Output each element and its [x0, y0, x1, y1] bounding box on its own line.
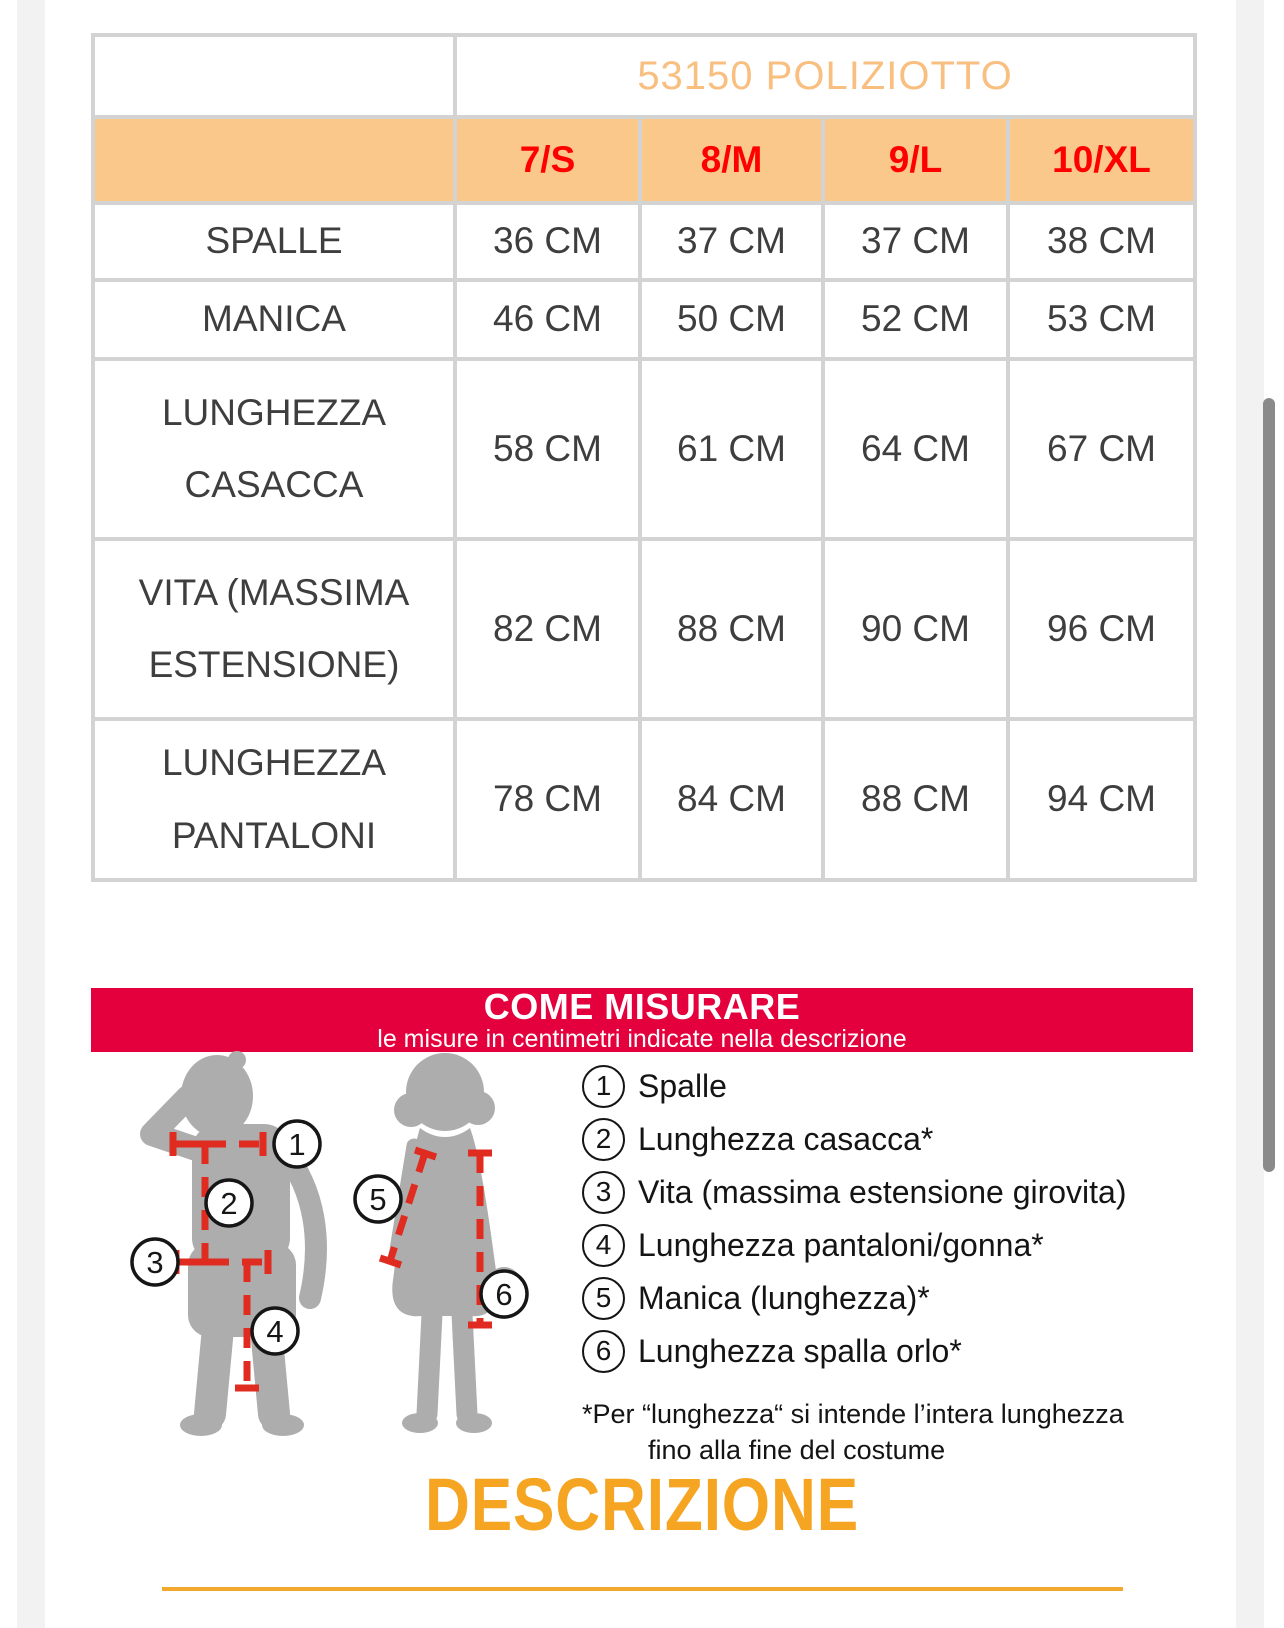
description-underline: [162, 1587, 1123, 1591]
list-item: [582, 1117, 1172, 1161]
scrollbar-thumb[interactable]: [1263, 398, 1275, 1172]
table-row: [93, 35, 1195, 117]
list-item: [582, 1064, 1172, 1108]
circled-number-icon: 4: [582, 1224, 625, 1267]
row-label: LUNGHEZZA CASACCA: [93, 359, 455, 539]
table-row: [93, 359, 1195, 539]
legend-label: Lunghezza casacca*: [638, 1120, 934, 1157]
cell-value: 78 CM: [455, 719, 640, 880]
cell-value: 37 CM: [823, 203, 1008, 280]
circled-number-icon: 6: [582, 1330, 625, 1373]
marker-number-3: 3: [146, 1245, 164, 1280]
cell-value: 94 CM: [1008, 719, 1195, 880]
cell-value: 38 CM: [1008, 203, 1195, 280]
legend-label: Spalle: [638, 1067, 727, 1104]
cell-value: 37 CM: [640, 203, 823, 280]
empty-header-cell: [93, 35, 455, 117]
banner-title: COME MISURARE: [483, 985, 801, 1027]
marker-number-6: 6: [495, 1277, 513, 1312]
marker-number-4: 4: [266, 1314, 284, 1349]
banner-subtitle: le misure in centimetri indicate nella descrizione: [377, 1024, 907, 1053]
list-item: [582, 1276, 1172, 1320]
footnote-line-1: *Per “lunghezza“ si intende l’intera lunghezza: [582, 1399, 1124, 1429]
size-header-7s: 7/S: [455, 117, 640, 203]
list-item: [582, 1223, 1172, 1267]
cell-value: 84 CM: [640, 719, 823, 880]
cell-value: 88 CM: [823, 719, 1008, 880]
product-code-header: 53150 POLIZIOTTO: [455, 35, 1195, 117]
row-label: VITA (MASSIMA ESTENSIONE): [93, 539, 455, 719]
cell-value: 52 CM: [823, 280, 1008, 359]
table-row: [93, 719, 1195, 880]
row-label: LUNGHEZZA PANTALONI: [93, 719, 455, 880]
table-row: [93, 280, 1195, 359]
description-heading: DESCRIZIONE: [424, 1463, 860, 1546]
scrollbar-track[interactable]: [1236, 0, 1264, 1628]
empty-size-cell: [93, 117, 455, 203]
table-row: [93, 539, 1195, 719]
cell-value: 82 CM: [455, 539, 640, 719]
cell-value: 64 CM: [823, 359, 1008, 539]
list-item: [582, 1170, 1172, 1214]
marker-number-1: 1: [288, 1127, 306, 1162]
measure-legend: [582, 1064, 1172, 1468]
cell-value: 58 CM: [455, 359, 640, 539]
size-header-9l: 9/L: [823, 117, 1008, 203]
circled-number-icon: 2: [582, 1118, 625, 1161]
cell-value: 36 CM: [455, 203, 640, 280]
cell-value: 53 CM: [1008, 280, 1195, 359]
boy-silhouette-icon: [152, 1051, 316, 1436]
circled-number-icon: 5: [582, 1277, 625, 1320]
measure-banner: [91, 985, 1193, 1053]
table-row: [93, 117, 1195, 203]
cell-value: 50 CM: [640, 280, 823, 359]
cell-value: 46 CM: [455, 280, 640, 359]
left-margin-strip: [17, 0, 45, 1628]
cell-value: 96 CM: [1008, 539, 1195, 719]
measure-diagram: [90, 1050, 610, 1460]
girl-silhouette-icon: [392, 1053, 525, 1433]
size-header-8m: 8/M: [640, 117, 823, 203]
size-table: [91, 33, 1197, 882]
cell-value: 88 CM: [640, 539, 823, 719]
footnote-line-2: fino alla fine del costume: [648, 1435, 946, 1465]
circled-number-icon: 1: [582, 1065, 625, 1108]
cell-value: 67 CM: [1008, 359, 1195, 539]
circled-number-icon: 3: [582, 1171, 625, 1214]
row-label: MANICA: [93, 280, 455, 359]
list-item: [582, 1329, 1172, 1373]
cell-value: 90 CM: [823, 539, 1008, 719]
marker-number-5: 5: [369, 1182, 387, 1217]
legend-label: Manica (lunghezza)*: [638, 1279, 930, 1316]
legend-label: Lunghezza spalla orlo*: [638, 1332, 962, 1369]
legend-label: Lunghezza pantaloni/gonna*: [638, 1226, 1044, 1263]
table-row: [93, 203, 1195, 280]
footnote: [582, 1396, 1172, 1468]
size-header-10xl: 10/XL: [1008, 117, 1195, 203]
marker-number-2: 2: [220, 1186, 238, 1221]
row-label: SPALLE: [93, 203, 455, 280]
cell-value: 61 CM: [640, 359, 823, 539]
legend-label: Vita (massima estensione girovita): [638, 1173, 1127, 1210]
